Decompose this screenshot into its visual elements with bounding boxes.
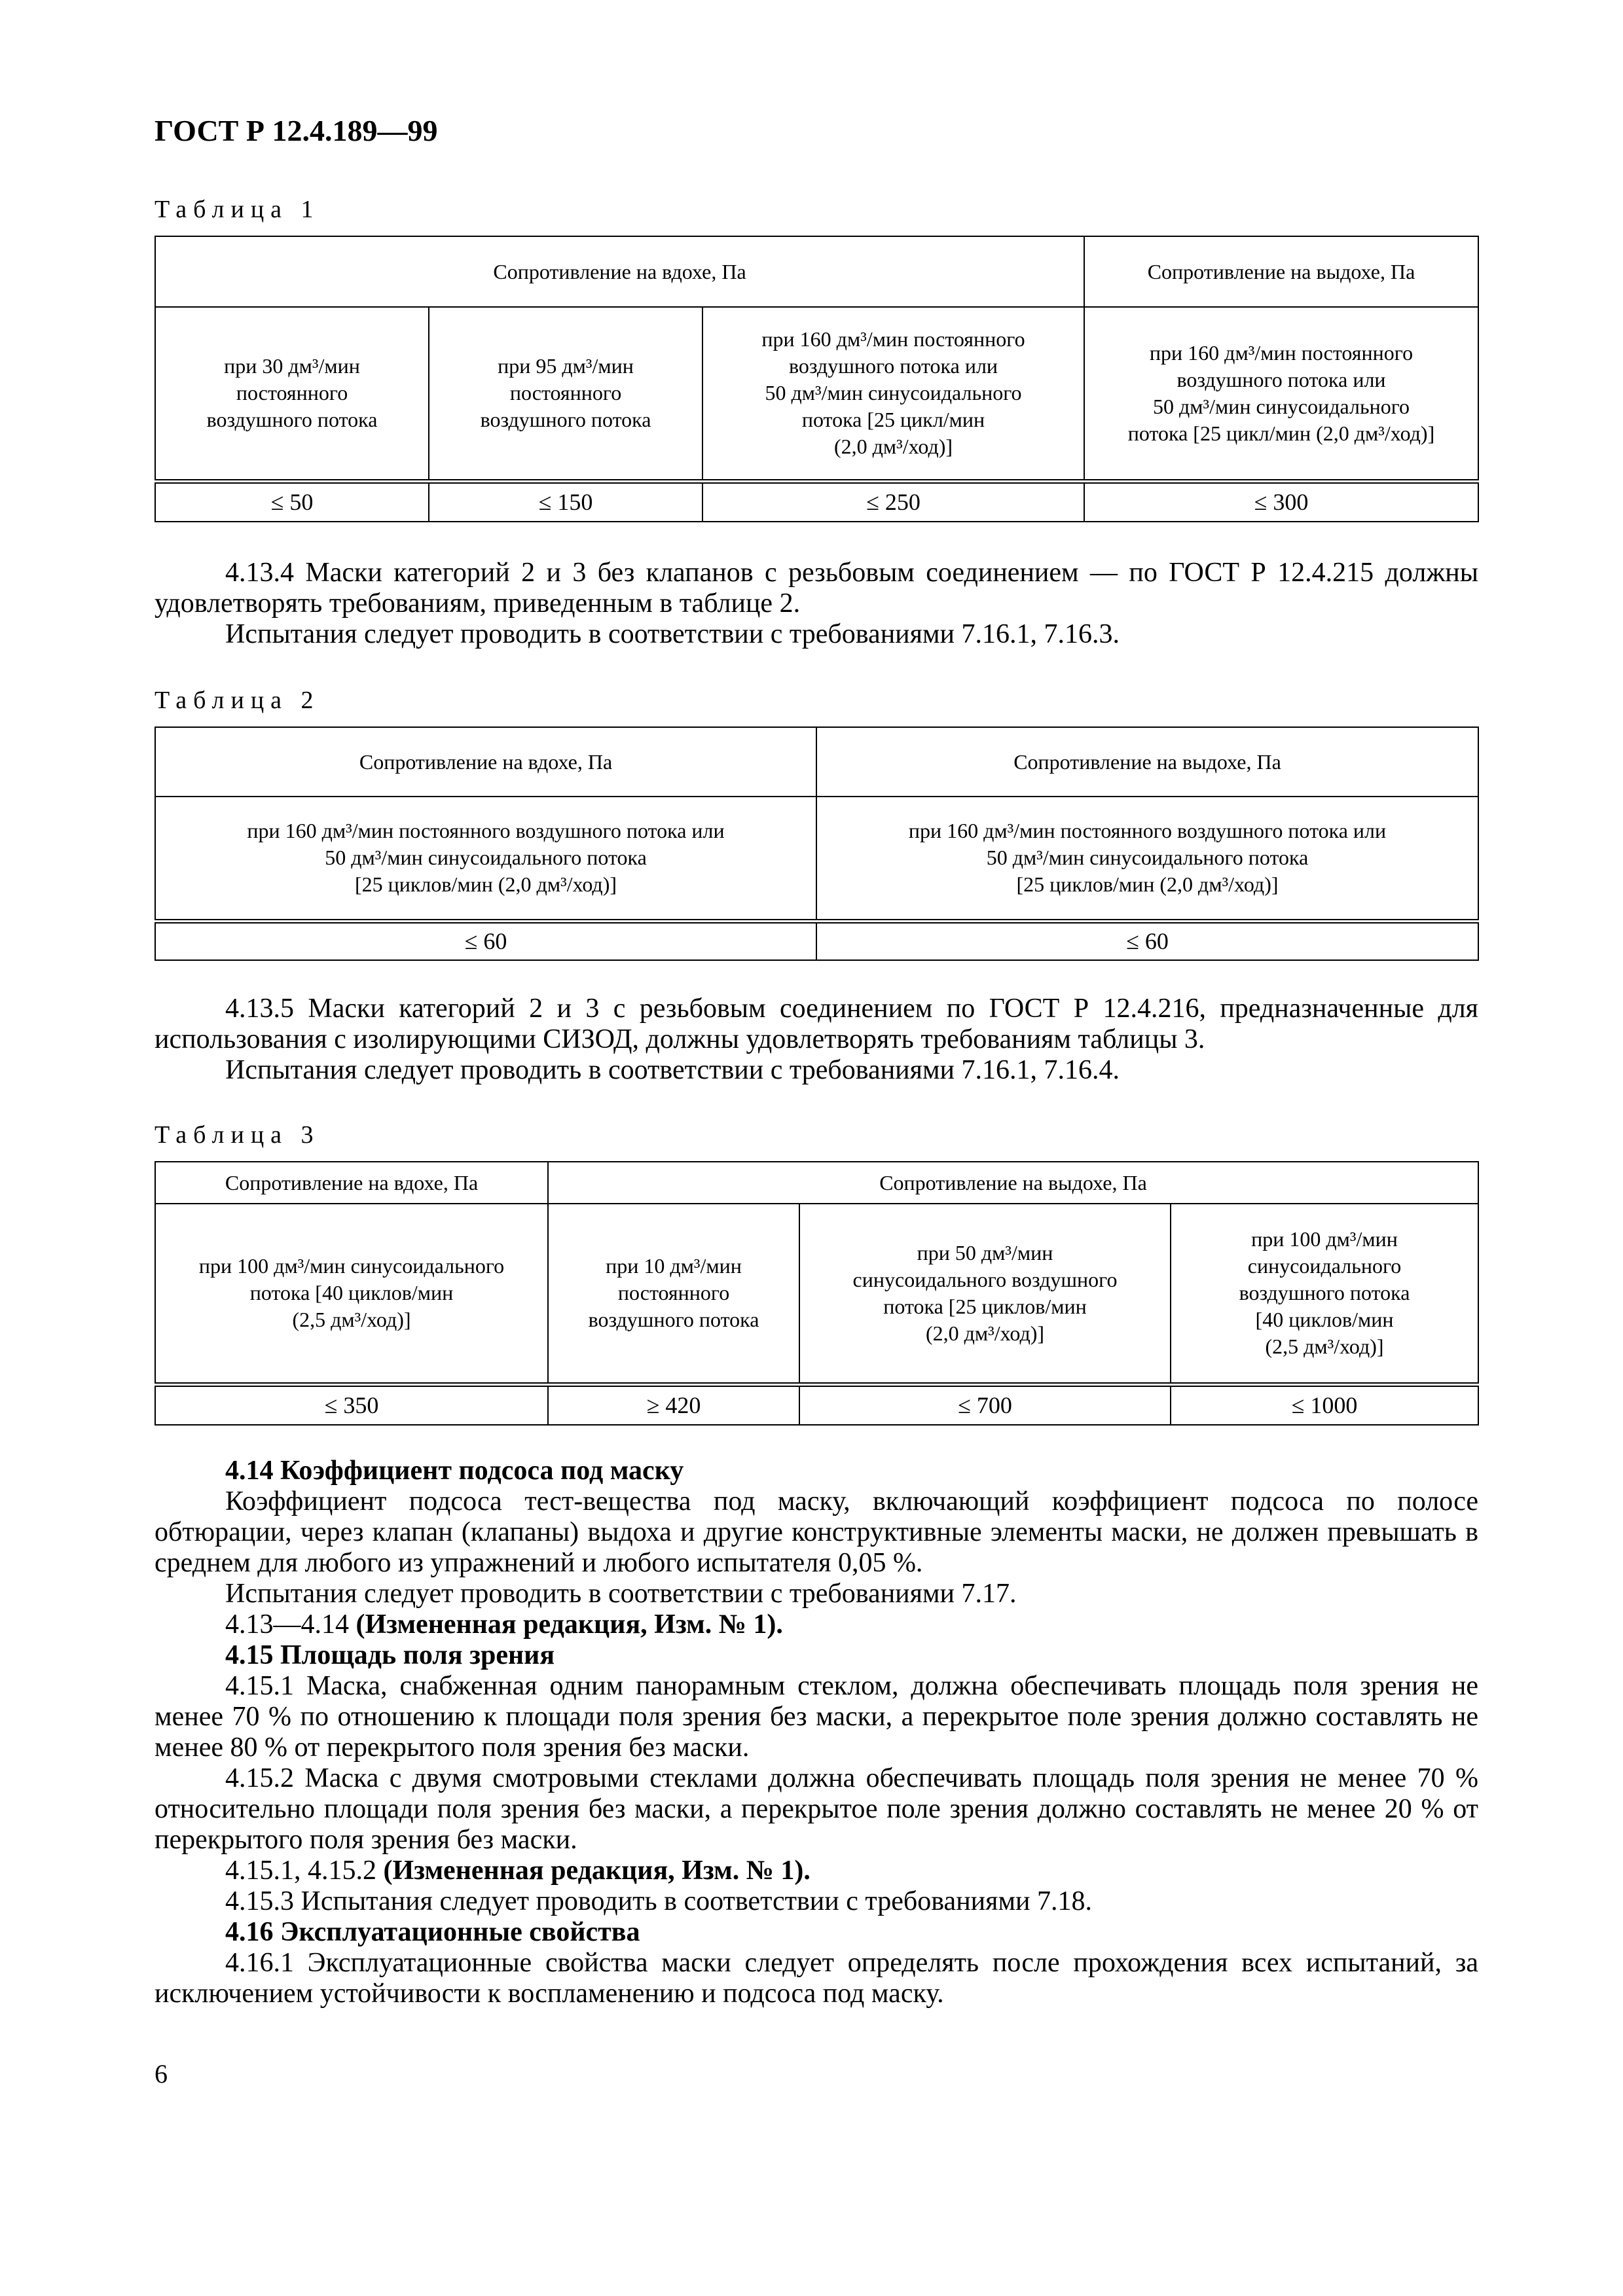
- table3-value: ≤ 1000: [1171, 1384, 1478, 1425]
- table1-value: ≤ 250: [702, 481, 1084, 522]
- table1-value: ≤ 50: [155, 481, 429, 522]
- paragraph-4-13-4-tests: Испытания следует проводить в соответствии с требованиями 7.16.1, 7.16.3.: [225, 619, 1120, 649]
- table1-col3-desc: при 160 дм³/мин постоянного воздушного потока или 50 дм³/мин синусоидального потока [25 цикл/мин (2,0 дм³/ход)]: [702, 307, 1084, 481]
- section-4-14-heading: 4.14 Коэффициент подсоса под маску: [225, 1456, 684, 1486]
- amendment-note: 4.15.1, 4.15.2 (Измененная редакция, Изм. № 1).: [225, 1856, 811, 1886]
- paragraph-4-14: Коэффициент подсоса тест-вещества под маску, включающий коэффициент подсоса по полосе обтюрации, через клапан (клапаны) выдоха и другие конструктивные элементы маски, не должен превышать в среднем для любого из упражнений и любого испытателя 0,05 %.: [155, 1486, 1478, 1578]
- table2-value: ≤ 60: [155, 921, 816, 960]
- table1-caption: Таблица 1: [155, 196, 320, 223]
- table3-col3-desc: при 50 дм³/мин синусоидального воздушного потока [25 циклов/мин (2,0 дм³/ход)]: [799, 1204, 1171, 1384]
- paragraph-4-13-5: 4.13.5 Маски категорий 2 и 3 с резьбовым соединением по ГОСТ Р 12.4.216, предназначенные для использования с изолирующими СИЗОД, должны удовлетворять требованиям таблицы 3.: [155, 994, 1478, 1054]
- paragraph-4-14-tests: Испытания следует проводить в соответствии с требованиями 7.17.: [225, 1579, 1017, 1609]
- amendment-note: 4.13—4.14 (Измененная редакция, Изм. № 1).: [225, 1609, 783, 1640]
- section-4-15-heading: 4.15 Площадь поля зрения: [225, 1640, 555, 1670]
- table3-value: ≥ 420: [548, 1384, 799, 1425]
- table3: [155, 1161, 1479, 1426]
- page-number: 6: [155, 2059, 168, 2089]
- table3-value: ≤ 350: [155, 1384, 548, 1425]
- table1: [155, 236, 1479, 522]
- table1-value: ≤ 150: [429, 481, 702, 522]
- table2-value: ≤ 60: [816, 921, 1478, 960]
- paragraph-4-16-1: 4.16.1 Эксплуатационные свойства маски следует определять после прохождения всех испытаний, за исключением устойчивости к воспламенению и подсоса под маску.: [155, 1948, 1478, 2009]
- table3-value: ≤ 700: [799, 1384, 1171, 1425]
- paragraph-4-13-5-tests: Испытания следует проводить в соответствии с требованиями 7.16.1, 7.16.4.: [225, 1055, 1120, 1085]
- table2-inhale-desc: при 160 дм³/мин постоянного воздушного потока или 50 дм³/мин синусоидального потока [25 циклов/мин (2,0 дм³/ход)]: [155, 797, 816, 921]
- table1-col4-desc: при 160 дм³/мин постоянного воздушного потока или 50 дм³/мин синусоидального потока [25 цикл/мин (2,0 дм³/ход)]: [1084, 307, 1478, 481]
- paragraph-4-15-2: 4.15.2 Маска с двумя смотровыми стеклами должна обеспечивать площадь поля зрения не менее 70 % относительно площади поля зрения без маски, а перекрытое поле зрения должно составлять не менее 20 % от перекрытого поля зрения без маски.: [155, 1763, 1478, 1855]
- paragraph-4-15-1: 4.15.1 Маска, снабженная одним панорамным стеклом, должна обеспечивать площадь поля зрения не менее 70 % по отношению к площади поля зрения без маски, а перекрытое поле зрения должно составлять не менее 80 % от перекрытого поля зрения без маски.: [155, 1671, 1478, 1763]
- table1-exhale-header: Сопротивление на выдохе, Па: [1084, 236, 1478, 307]
- table2-caption: Таблица 2: [155, 687, 320, 714]
- table1-col1-desc: при 30 дм³/мин постоянного воздушного потока: [155, 307, 429, 481]
- table2-inhale-header: Сопротивление на вдохе, Па: [155, 727, 816, 797]
- paragraph-4-15-3: 4.15.3 Испытания следует проводить в соответствии с требованиями 7.18.: [225, 1886, 1093, 1916]
- section-4-16-heading: 4.16 Эксплуатационные свойства: [225, 1917, 640, 1947]
- table3-col1-desc: при 100 дм³/мин синусоидального потока [40 циклов/мин (2,5 дм³/ход)]: [155, 1204, 548, 1384]
- document-header: ГОСТ Р 12.4.189—99: [155, 114, 438, 147]
- table3-col4-desc: при 100 дм³/мин синусоидального воздушного потока [40 циклов/мин (2,5 дм³/ход)]: [1171, 1204, 1478, 1384]
- table1-col2-desc: при 95 дм³/мин постоянного воздушного потока: [429, 307, 702, 481]
- table2-exhale-header: Сопротивление на выдохе, Па: [816, 727, 1478, 797]
- table3-exhale-header: Сопротивление на выдохе, Па: [548, 1162, 1478, 1204]
- table3-inhale-header: Сопротивление на вдохе, Па: [155, 1162, 548, 1204]
- paragraph-4-13-4: 4.13.4 Маски категорий 2 и 3 без клапанов с резьбовым соединением — по ГОСТ Р 12.4.215 должны удовлетворять требованиям, приведенным в таблице 2.: [155, 558, 1478, 619]
- table1-value: ≤ 300: [1084, 481, 1478, 522]
- table1-inhale-header: Сопротивление на вдохе, Па: [155, 236, 1084, 307]
- table3-col2-desc: при 10 дм³/мин постоянного воздушного потока: [548, 1204, 799, 1384]
- table3-caption: Таблица 3: [155, 1121, 320, 1149]
- table2-exhale-desc: при 160 дм³/мин постоянного воздушного потока или 50 дм³/мин синусоидального потока [25 циклов/мин (2,0 дм³/ход)]: [816, 797, 1478, 921]
- table2: [155, 726, 1479, 961]
